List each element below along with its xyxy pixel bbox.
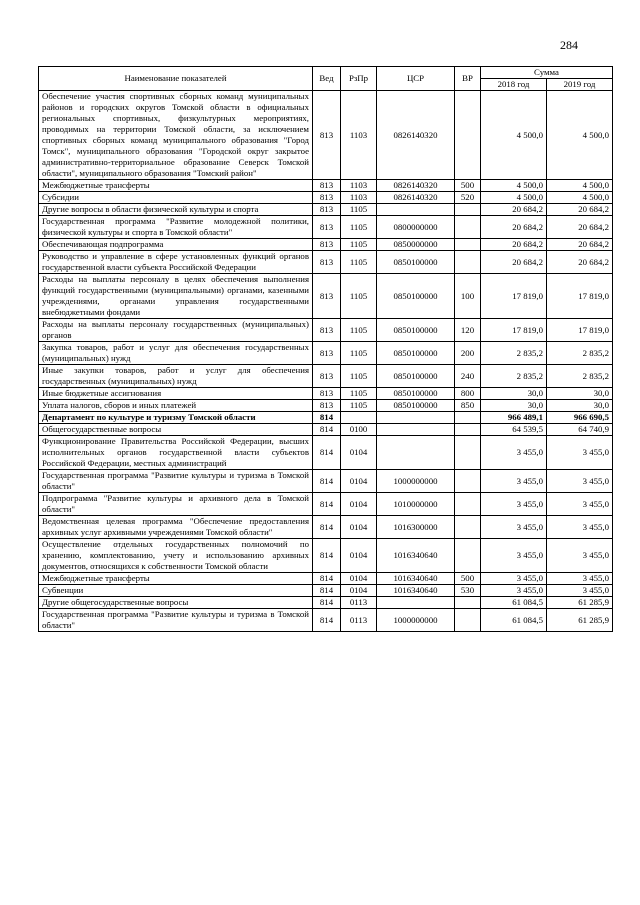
cell-vr (455, 204, 481, 216)
table-row (39, 91, 613, 180)
table-row (39, 573, 613, 585)
cell-name: Межбюджетные трансферты (39, 573, 313, 585)
cell-vr: 530 (455, 585, 481, 597)
cell-rzpr: 1105 (341, 342, 377, 365)
cell-name: Иные бюджетные ассигнования (39, 388, 313, 400)
cell-csr: 0826140320 (377, 180, 455, 192)
cell-2018: 30,0 (481, 388, 547, 400)
cell-name: Иные закупки товаров, работ и услуг для обеспечения государственных (муниципальных) нужд (39, 365, 313, 388)
cell-csr: 0850100000 (377, 251, 455, 274)
cell-rzpr: 0113 (341, 609, 377, 632)
cell-2018: 30,0 (481, 400, 547, 412)
cell-2019: 20 684,2 (547, 251, 613, 274)
cell-rzpr: 0104 (341, 573, 377, 585)
cell-csr: 0850100000 (377, 365, 455, 388)
cell-rzpr: 1105 (341, 388, 377, 400)
cell-2018: 3 455,0 (481, 493, 547, 516)
cell-2019: 3 455,0 (547, 516, 613, 539)
cell-ved: 814 (313, 609, 341, 632)
cell-csr: 0800000000 (377, 216, 455, 239)
table-row (39, 180, 613, 192)
cell-rzpr: 0104 (341, 436, 377, 470)
cell-vr (455, 251, 481, 274)
cell-vr (455, 91, 481, 180)
cell-vr (455, 539, 481, 573)
cell-2018: 4 500,0 (481, 91, 547, 180)
cell-ved: 814 (313, 597, 341, 609)
cell-vr (455, 516, 481, 539)
cell-rzpr: 1105 (341, 365, 377, 388)
cell-csr: 0850100000 (377, 388, 455, 400)
cell-name: Департамент по культуре и туризму Томской области (39, 412, 313, 424)
cell-2019: 3 455,0 (547, 436, 613, 470)
cell-name: Государственная программа "Развитие культуры и туризма в Томской области" (39, 609, 313, 632)
cell-name: Субсидии (39, 192, 313, 204)
cell-csr (377, 424, 455, 436)
cell-2018: 4 500,0 (481, 180, 547, 192)
cell-rzpr: 1103 (341, 91, 377, 180)
cell-name: Функционирование Правительства Российской Федерации, высших исполнительных органов государственной власти субъектов Российской Федерации, местных администраций (39, 436, 313, 470)
cell-rzpr (341, 412, 377, 424)
table-row (39, 470, 613, 493)
cell-2019: 3 455,0 (547, 573, 613, 585)
table-row (39, 239, 613, 251)
cell-ved: 814 (313, 470, 341, 493)
cell-ved: 813 (313, 192, 341, 204)
cell-ved: 813 (313, 388, 341, 400)
cell-ved: 814 (313, 493, 341, 516)
cell-vr: 240 (455, 365, 481, 388)
cell-vr (455, 470, 481, 493)
table-row (39, 319, 613, 342)
header-sum: Сумма (481, 67, 613, 79)
header-year-2019: 2019 год (547, 79, 613, 91)
cell-2018: 3 455,0 (481, 573, 547, 585)
table-row (39, 204, 613, 216)
cell-2018: 20 684,2 (481, 239, 547, 251)
cell-2018: 17 819,0 (481, 319, 547, 342)
cell-2019: 4 500,0 (547, 192, 613, 204)
cell-2019: 4 500,0 (547, 91, 613, 180)
cell-rzpr: 0113 (341, 597, 377, 609)
cell-ved: 814 (313, 573, 341, 585)
cell-2018: 20 684,2 (481, 204, 547, 216)
cell-2019: 3 455,0 (547, 470, 613, 493)
cell-vr: 120 (455, 319, 481, 342)
cell-rzpr: 1105 (341, 239, 377, 251)
cell-csr (377, 597, 455, 609)
cell-ved: 813 (313, 365, 341, 388)
cell-2018: 20 684,2 (481, 251, 547, 274)
cell-ved: 813 (313, 319, 341, 342)
cell-name: Обеспечивающая подпрограмма (39, 239, 313, 251)
cell-csr: 0826140320 (377, 192, 455, 204)
cell-csr: 0850000000 (377, 239, 455, 251)
table-body (39, 91, 613, 632)
cell-vr: 500 (455, 573, 481, 585)
table-row (39, 400, 613, 412)
cell-name: Субвенции (39, 585, 313, 597)
cell-name: Другие вопросы в области физической культуры и спорта (39, 204, 313, 216)
cell-2019: 2 835,2 (547, 342, 613, 365)
cell-2019: 17 819,0 (547, 319, 613, 342)
cell-2018: 61 084,5 (481, 609, 547, 632)
page-number: 284 (560, 38, 578, 52)
cell-name: Общегосударственные вопросы (39, 424, 313, 436)
cell-vr (455, 609, 481, 632)
cell-name: Ведомственная целевая программа "Обеспечение предоставления архивных услуг архивными учреждениями Томской области" (39, 516, 313, 539)
cell-ved: 814 (313, 585, 341, 597)
cell-2019: 17 819,0 (547, 274, 613, 319)
cell-ved: 814 (313, 436, 341, 470)
table-row (39, 516, 613, 539)
cell-name: Другие общегосударственные вопросы (39, 597, 313, 609)
cell-vr: 850 (455, 400, 481, 412)
cell-csr: 1000000000 (377, 470, 455, 493)
cell-csr: 0850100000 (377, 319, 455, 342)
cell-vr (455, 239, 481, 251)
cell-2018: 3 455,0 (481, 539, 547, 573)
table-row (39, 585, 613, 597)
cell-csr (377, 204, 455, 216)
cell-2019: 20 684,2 (547, 204, 613, 216)
cell-vr (455, 412, 481, 424)
cell-2019: 966 690,5 (547, 412, 613, 424)
cell-csr: 1000000000 (377, 609, 455, 632)
cell-2018: 3 455,0 (481, 436, 547, 470)
cell-rzpr: 0104 (341, 516, 377, 539)
cell-2019: 20 684,2 (547, 216, 613, 239)
cell-ved: 813 (313, 342, 341, 365)
cell-vr (455, 493, 481, 516)
cell-ved: 813 (313, 180, 341, 192)
cell-name: Руководство и управление в сфере установленных функций органов государственной власти субъекта Российской Федерации (39, 251, 313, 274)
cell-2018: 3 455,0 (481, 516, 547, 539)
cell-2019: 3 455,0 (547, 539, 613, 573)
cell-2018: 20 684,2 (481, 216, 547, 239)
table-row (39, 436, 613, 470)
cell-2018: 2 835,2 (481, 342, 547, 365)
cell-rzpr: 0104 (341, 493, 377, 516)
table-row (39, 412, 613, 424)
cell-vr: 520 (455, 192, 481, 204)
cell-2018: 17 819,0 (481, 274, 547, 319)
cell-ved: 813 (313, 400, 341, 412)
table-row (39, 597, 613, 609)
cell-2018: 2 835,2 (481, 365, 547, 388)
cell-2019: 3 455,0 (547, 493, 613, 516)
cell-rzpr: 0104 (341, 585, 377, 597)
cell-csr: 1016300000 (377, 516, 455, 539)
cell-vr: 200 (455, 342, 481, 365)
cell-csr: 1016340640 (377, 573, 455, 585)
cell-2019: 30,0 (547, 388, 613, 400)
cell-csr: 0850100000 (377, 342, 455, 365)
cell-csr: 0850100000 (377, 400, 455, 412)
table-row (39, 424, 613, 436)
cell-rzpr: 1105 (341, 204, 377, 216)
cell-ved: 814 (313, 539, 341, 573)
cell-vr (455, 436, 481, 470)
header-year-2018: 2018 год (481, 79, 547, 91)
cell-rzpr: 1105 (341, 216, 377, 239)
cell-2019: 30,0 (547, 400, 613, 412)
cell-name: Государственная программа "Развитие культуры и туризма в Томской области" (39, 470, 313, 493)
cell-ved: 813 (313, 251, 341, 274)
cell-ved: 813 (313, 91, 341, 180)
cell-rzpr: 1105 (341, 251, 377, 274)
cell-csr: 0826140320 (377, 91, 455, 180)
cell-2019: 3 455,0 (547, 585, 613, 597)
table-row (39, 388, 613, 400)
cell-csr (377, 412, 455, 424)
cell-2019: 61 285,9 (547, 597, 613, 609)
cell-vr: 100 (455, 274, 481, 319)
cell-rzpr: 0100 (341, 424, 377, 436)
header-rzpr: РзПр (341, 67, 377, 91)
table-header (39, 67, 613, 91)
table-row (39, 216, 613, 239)
cell-csr: 0850100000 (377, 274, 455, 319)
cell-ved: 813 (313, 216, 341, 239)
cell-csr: 1016340640 (377, 585, 455, 597)
cell-rzpr: 0104 (341, 539, 377, 573)
cell-rzpr: 1103 (341, 192, 377, 204)
cell-name: Закупка товаров, работ и услуг для обеспечения государственных (муниципальных) нужд (39, 342, 313, 365)
cell-2018: 3 455,0 (481, 585, 547, 597)
cell-ved: 814 (313, 424, 341, 436)
table-row (39, 251, 613, 274)
cell-vr: 500 (455, 180, 481, 192)
cell-2019: 61 285,9 (547, 609, 613, 632)
cell-name: Осуществление отдельных государственных полномочий по хранению, комплектованию, учету и использованию архивных документов, относящихся к собственности Томской области (39, 539, 313, 573)
header-name: Наименование показателей (39, 67, 313, 91)
table-row (39, 493, 613, 516)
cell-rzpr: 1105 (341, 274, 377, 319)
cell-ved: 814 (313, 516, 341, 539)
cell-csr: 1016340640 (377, 539, 455, 573)
cell-name: Расходы на выплаты персоналу в целях обеспечения выполнения функций государственными (муниципальными) органами, казенными учреждениями, органами управления государственными внебюджетными фондами (39, 274, 313, 319)
header-ved: Вед (313, 67, 341, 91)
table-row (39, 609, 613, 632)
cell-2018: 61 084,5 (481, 597, 547, 609)
table-row (39, 192, 613, 204)
cell-rzpr: 1105 (341, 400, 377, 412)
header-csr: ЦСР (377, 67, 455, 91)
cell-vr (455, 597, 481, 609)
cell-2018: 3 455,0 (481, 470, 547, 493)
cell-name: Подпрограмма "Развитие культуры и архивного дела в Томской области" (39, 493, 313, 516)
cell-rzpr: 0104 (341, 470, 377, 493)
cell-vr: 800 (455, 388, 481, 400)
cell-vr (455, 216, 481, 239)
cell-rzpr: 1105 (341, 319, 377, 342)
cell-2019: 64 740,9 (547, 424, 613, 436)
cell-2018: 966 489,1 (481, 412, 547, 424)
cell-ved: 813 (313, 239, 341, 251)
cell-name: Обеспечение участия спортивных сборных команд муниципальных районов и городских округов Томской области в официальных региональных спортивных, физкультурных мероприятиях, проводимых на территории Томской области, за исключением спортивных сборных команд муниципального образования "Город Томск", муниципального образования "Городской округ закрытое административно-территориальное образование Северск Томской области", муниципального образования "Томский район" (39, 91, 313, 180)
cell-name: Расходы на выплаты персоналу государственных (муниципальных) органов (39, 319, 313, 342)
cell-rzpr: 1103 (341, 180, 377, 192)
table-row (39, 274, 613, 319)
cell-2019: 4 500,0 (547, 180, 613, 192)
header-vr: ВР (455, 67, 481, 91)
budget-table (38, 66, 613, 632)
cell-2019: 2 835,2 (547, 365, 613, 388)
cell-2018: 64 539,5 (481, 424, 547, 436)
cell-name: Государственная программа "Развитие молодежной политики, физической культуры и спорта в Томской области" (39, 216, 313, 239)
table-row (39, 539, 613, 573)
cell-vr (455, 424, 481, 436)
cell-2019: 20 684,2 (547, 239, 613, 251)
cell-name: Межбюджетные трансферты (39, 180, 313, 192)
cell-ved: 814 (313, 412, 341, 424)
cell-csr (377, 436, 455, 470)
cell-ved: 813 (313, 204, 341, 216)
table-row (39, 342, 613, 365)
table-row (39, 365, 613, 388)
cell-ved: 813 (313, 274, 341, 319)
cell-2018: 4 500,0 (481, 192, 547, 204)
cell-csr: 1010000000 (377, 493, 455, 516)
cell-name: Уплата налогов, сборов и иных платежей (39, 400, 313, 412)
